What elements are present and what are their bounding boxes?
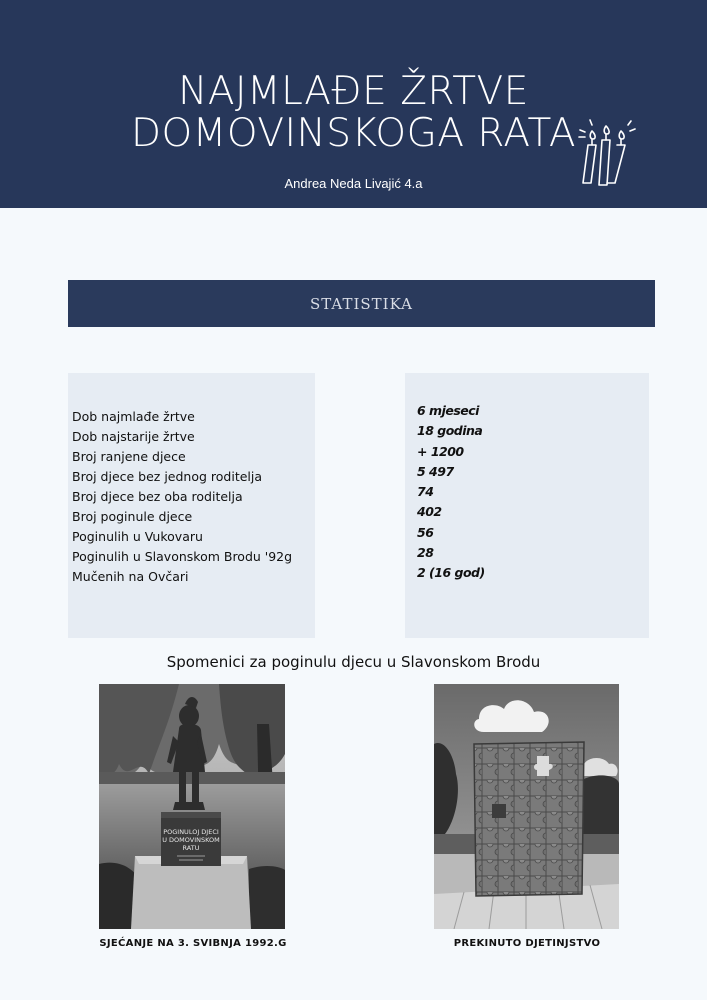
stat-value: 402	[417, 504, 442, 520]
puzzle-monument-photo	[434, 684, 619, 929]
monuments-heading: Spomenici za poginulu djecu u Slavonskom Brodu	[166, 653, 541, 671]
statue-monument-photo	[99, 684, 285, 929]
statistics-heading-banner	[68, 280, 655, 327]
stat-value: 6 mjeseci	[417, 403, 479, 418]
header-banner	[0, 0, 707, 208]
statistics-values	[417, 401, 485, 584]
stat-label: Broj ranjene djece	[72, 449, 186, 464]
stat-value: + 1200	[417, 443, 464, 459]
stat-label: Broj djece bez jednog roditelja	[72, 469, 263, 484]
monument-caption-1: SJEĆANJE NA 3. SVIBNJA 1992.G	[99, 938, 287, 949]
stat-value: 5 497	[417, 463, 454, 479]
plaque-text-line3: RATU	[182, 844, 200, 852]
statistics-heading: STATISTIKA	[309, 294, 414, 313]
stat-value: 18 godina	[417, 423, 483, 439]
author-name: Andrea Neda Livajić 4.a	[284, 176, 423, 191]
stat-label: Poginulih u Slavonskom Brodu '92g	[72, 549, 293, 564]
statistics-labels	[72, 407, 292, 587]
stat-value: 74	[417, 484, 434, 500]
stat-label: Broj poginule djece	[72, 509, 193, 524]
page-title-line2: DOMOVINSKOGA RATA	[130, 111, 577, 156]
stat-label: Mučenih na Ovčari	[72, 569, 189, 584]
stat-value: 2 (16 god)	[417, 565, 485, 581]
stat-value: 28	[417, 545, 434, 561]
monument-caption-2: PREKINUTO DJETINJSTVO	[453, 938, 601, 949]
stat-value: 56	[417, 524, 434, 540]
plaque-text-line2: U DOMOVINSKOM	[162, 836, 220, 844]
page-title-line1: NAJMLAĐE ŽRTVE	[178, 69, 529, 114]
stat-label: Poginulih u Vukovaru	[72, 529, 203, 544]
stat-label: Broj djece bez oba roditelja	[72, 489, 243, 504]
stat-label: Dob najstarije žrtve	[72, 429, 195, 444]
stat-label: Dob najmlađe žrtve	[72, 409, 195, 424]
plaque-text-line1: POGINULOJ DJECI	[163, 828, 219, 836]
